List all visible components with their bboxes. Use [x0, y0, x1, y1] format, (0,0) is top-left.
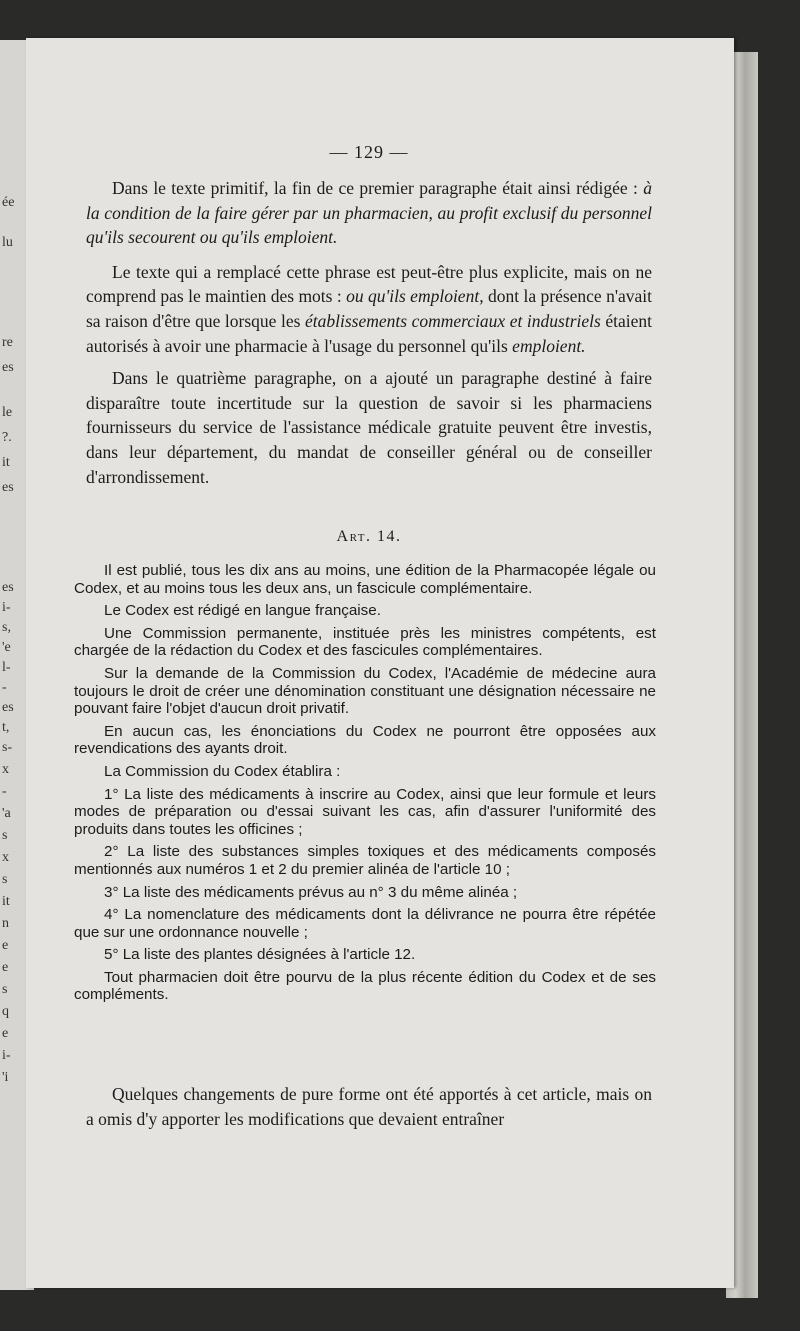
margin-fragment: i-	[2, 600, 11, 615]
text-run: Dans le texte primitif, la fin de ce premier paragraphe était ainsi rédigée :	[112, 178, 644, 198]
margin-fragment: es	[2, 480, 14, 495]
closing-commentary	[86, 1082, 652, 1131]
margin-fragment: -	[2, 680, 7, 695]
margin-fragment: n	[2, 916, 9, 931]
article-paragraph: Il est publié, tous les dix ans au moins, une édition de la Pharmacopée légale ou Codex, et au moins tous les deux ans, un fascicule complémentaire.	[74, 562, 656, 597]
margin-fragment: q	[2, 1004, 9, 1019]
article-paragraph: 5° La liste des plantes désignées à l'article 12.	[104, 946, 416, 964]
margin-fragment: re	[2, 335, 13, 350]
margin-fragment: 'e	[2, 640, 11, 655]
text-run: Dans le quatrième paragraphe, on a ajouté un paragraphe destiné à faire disparaître toute incertitude sur la question de savoir si les pharmaciens fournisseurs du service de l'assistance médicale gratuite peuvent être investis, dans leur département, du mandat de conseiller général ou de conseiller d'arrondissement.	[86, 368, 652, 487]
article-heading: Art. 14.	[336, 528, 402, 545]
margin-fragment: le	[2, 405, 13, 420]
margin-fragment: s	[2, 982, 8, 997]
margin-fragment: ée	[2, 195, 15, 210]
text-run: dont la présence n'avait sa raison d'être que lorsque les	[86, 286, 652, 331]
margin-fragment: ?.	[2, 430, 12, 445]
article-paragraph: En aucun cas, les énonciations du Codex ne pourront être opposées aux revendications des ayants droit.	[74, 722, 656, 758]
commentary-paragraph	[86, 366, 652, 489]
margin-fragment: -	[2, 784, 7, 799]
margin-fragment: e	[2, 960, 9, 975]
book-page	[26, 38, 734, 1288]
italic-quote: ou qu'ils emploient,	[346, 286, 484, 307]
margin-fragment: e	[2, 938, 9, 953]
margin-fragment: it	[2, 894, 10, 909]
article-paragraph: Une Commission permanente, instituée près les ministres compétents, est chargée de la rédaction du Codex et des fascicules complémentaires.	[74, 624, 656, 660]
margin-fragment: 'i	[2, 1070, 9, 1085]
article-paragraph: 1° La liste des médicaments à inscrire au Codex, ainsi que leur formule et leurs modes de préparation ou d'essai suivant les cas, afin d'assurer l'uniformité des produits dans toutes les officines ;	[74, 785, 656, 838]
text-run: Le texte qui a remplacé cette phrase est peut-être plus explicite, mais on ne comprend pas le maintien des mots :	[86, 261, 652, 307]
article-paragraph: 2° La liste des substances simples toxiques et des médicaments composés mentionnés aux numéros 1 et 2 du premier alinéa de l'article 10 ;	[74, 843, 656, 878]
text-run: étaient autorisés à avoir une pharmacie à l'usage du personnel qu'ils	[86, 310, 653, 356]
article-paragraph: 4° La nomenclature des médicaments dont la délivrance ne pourra être répétée que sur une ordonnance nouvelle ;	[74, 906, 656, 941]
margin-fragment: 'a	[2, 806, 11, 821]
margin-fragment: es	[2, 580, 14, 595]
article-paragraph: 3° La liste des médicaments prévus au n° 3 du même alinéa ;	[104, 883, 518, 901]
article-text	[74, 562, 656, 1009]
margin-fragment: es	[2, 700, 14, 715]
margin-fragment: i-	[2, 1048, 11, 1063]
margin-fragment: s	[2, 828, 8, 843]
margin-fragment: t,	[2, 720, 10, 735]
closing-paragraph: Quelques changements de pure forme ont été apportés à cet article, mais on a omis d'y apporter les modifications que devaient entraîner	[86, 1084, 652, 1129]
margin-fragment: s,	[2, 620, 11, 635]
italic-quote: emploient.	[512, 335, 586, 356]
margin-fragment: s-	[2, 740, 13, 755]
margin-fragment: l-	[2, 660, 11, 675]
margin-fragment: s	[2, 872, 8, 887]
margin-fragment: x	[2, 762, 9, 777]
commentary-paragraph	[86, 176, 652, 250]
article-paragraph: Sur la demande de la Commission du Codex, l'Académie de médecine aura toujours le droit de créer une dénomination constituant une désignation nécessaire ne pouvant faire l'objet d'aucun droit privatif.	[74, 664, 656, 718]
page-number: — 129 —	[329, 142, 409, 162]
margin-fragment: it	[2, 455, 10, 470]
margin-fragment: x	[2, 850, 9, 865]
article-paragraph: Tout pharmacien doit être pourvu de la plus récente édition du Codex et de ses compléments.	[74, 968, 656, 1004]
italic-quote: à la condition de la faire gérer par un pharmacien, au profit exclusif du personnel qu'ils secourent ou qu'ils emploient.	[86, 178, 652, 248]
margin-fragment: lu	[2, 235, 13, 250]
margin-fragment: es	[2, 360, 14, 375]
article-paragraph: La Commission du Codex établira :	[104, 762, 341, 780]
article-paragraph: Le Codex est rédigé en langue française.	[104, 602, 381, 620]
commentary-text	[86, 176, 652, 497]
commentary-paragraph	[86, 260, 652, 358]
margin-fragment: e	[2, 1026, 9, 1041]
italic-quote: établissements commerciaux et industriels	[304, 310, 601, 331]
